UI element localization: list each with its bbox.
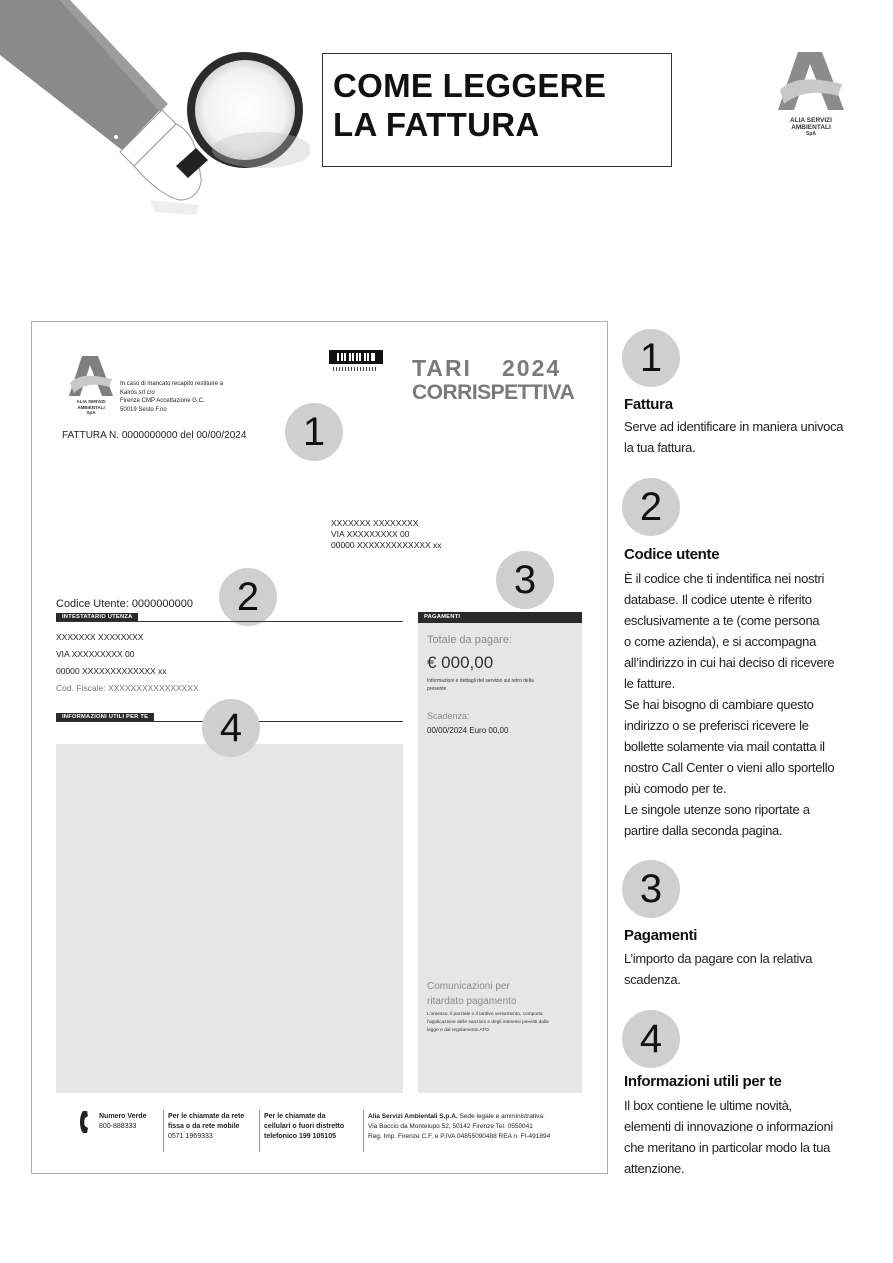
recipient-address-line3: 00000 XXXXXXXXXXXXX xx — [331, 540, 442, 550]
footer-company — [368, 1112, 550, 1142]
pagamenti-label: PAGAMENTI — [424, 614, 461, 620]
explanation-3-number: 3 — [622, 860, 680, 918]
explanation-3-text — [624, 948, 854, 990]
company-line1: Sede legale e amministrativa: — [459, 1113, 545, 1120]
footer-separator — [259, 1110, 260, 1152]
explanation-2-line: o come azienda), e si accompagna — [624, 634, 817, 649]
comunicazioni-line1: Comunicazioni per — [427, 981, 510, 992]
company-bold: Alia Servizi Ambientali S.p.A. — [368, 1113, 458, 1120]
explanation-2-line: Le singole utenze sono riportate a — [624, 802, 810, 817]
brand-logo-line1: ALIA SERVIZI — [790, 117, 832, 124]
explanation-4-title: Informazioni utili per te — [624, 1073, 782, 1090]
invoice-sample — [31, 321, 608, 1174]
explanation-2-line: nostro Call Center o vieni allo sportello — [624, 760, 835, 775]
explanation-3-line: scadenza. — [624, 972, 681, 987]
marker-4: 4 — [202, 699, 260, 757]
explanation-2-line: database. Il codice utente è riferito — [624, 592, 812, 607]
explanation-2-title: Codice utente — [624, 546, 720, 563]
return-address-line2: Kairós srl c/o — [120, 389, 155, 396]
explanation-2-text — [624, 568, 854, 841]
totale-note — [427, 677, 534, 693]
totale-note-line1: Informazioni e dettagli del servizio sul retro della — [427, 678, 534, 684]
totale-note-line2: presente — [427, 686, 447, 692]
recipient-address — [331, 518, 442, 551]
holder-block — [56, 629, 199, 697]
brand-logo — [776, 52, 846, 152]
explanation-2-line: partire dalla seconda pagina. — [624, 823, 783, 838]
explanation-4-number: 4 — [622, 1010, 680, 1068]
explanation-2-line: le fatture. — [624, 676, 675, 691]
explanation-2-line: indirizzo o se preferisci ricevere le — [624, 718, 809, 733]
return-address — [120, 380, 223, 414]
return-address-line3: Firenze CMP Accettazione G.C. — [120, 398, 205, 404]
footer-cellulari — [264, 1112, 344, 1142]
comunicazioni-title — [427, 979, 517, 1009]
explanation-4-text — [624, 1095, 854, 1179]
tari-year: 2024 — [502, 355, 562, 381]
comunicazioni-text-line3: legge e dal regolamento ATO. — [427, 1028, 491, 1033]
magnifier-hand-illustration — [0, 0, 310, 225]
explanation-2-line: Se hai bisogno di cambiare questo — [624, 697, 814, 712]
explanation-2-number: 2 — [622, 478, 680, 536]
brand-logo-line3: SpA — [806, 131, 816, 137]
totale-value: € 000,00 — [427, 653, 494, 672]
explanation-3-title: Pagamenti — [624, 927, 698, 944]
company-line2: Via Baccio da Montelupo 52, 50142 Firenze Tel. 0550041 — [368, 1123, 533, 1130]
recipient-address-line2: VIA XXXXXXXXX 00 — [331, 529, 410, 539]
barcode-icon — [329, 350, 383, 374]
invoice-brand-line2: AMBIENTALI — [77, 404, 105, 410]
cellulari-line3: telefonico 199 105105 — [264, 1133, 336, 1140]
cellulari-line1: Per le chiamate da — [264, 1113, 326, 1120]
info-label: INFORMAZIONI UTILI PER TE — [56, 713, 154, 722]
page-title-line2: LA FATTURA — [333, 106, 540, 143]
page-title-box — [322, 53, 672, 167]
explanation-1-line: la tua fattura. — [624, 440, 696, 455]
explanation-4-line: elementi di innovazione o informazioni — [624, 1119, 834, 1134]
footer-separator — [363, 1110, 364, 1152]
info-panel — [56, 744, 403, 1093]
fissa-line1: Per le chiamate da rete — [168, 1113, 245, 1120]
codice-utente: Codice Utente: 0000000000 — [56, 598, 193, 610]
invoice-brand-line3: SpA — [86, 410, 96, 415]
comunicazioni-text-line1: L'omesso, il parziale o il tardivo versamento, comporta — [427, 1012, 543, 1017]
explanation-2-line: più comodo per te. — [624, 781, 727, 796]
return-address-line4: 50019 Sesto F.no — [120, 406, 167, 413]
return-address-line1: In caso di mancato recapito restituire a — [120, 381, 224, 387]
numero-verde-label: Numero Verde — [99, 1113, 147, 1120]
fissa-line2: fissa o da rete mobile — [168, 1123, 240, 1130]
explanation-1-title: Fattura — [624, 396, 673, 413]
scadenza-label: Scadenza: — [427, 711, 470, 721]
explanation-1-line: Serve ad identificare in maniera univoca — [624, 419, 844, 434]
intestatario-rule — [56, 621, 403, 622]
brand-logo-mark — [776, 52, 846, 112]
phone-icon — [79, 1110, 91, 1134]
codice-fiscale: Cod. Fiscale: XXXXXXXXXXXXXXXX — [56, 683, 199, 693]
marker-3: 3 — [496, 551, 554, 609]
recipient-address-line1: XXXXXXX XXXXXXXX — [331, 518, 419, 528]
brand-logo-line2: AMBIENTALI — [791, 124, 831, 131]
intestatario-label: INTESTATARIO UTENZA — [56, 613, 138, 622]
footer-fissa — [168, 1112, 244, 1142]
explanation-2-line: all’indirizzo in cui hai deciso di ricevere — [624, 655, 835, 670]
marker-2: 2 — [219, 568, 277, 626]
marker-1: 1 — [285, 403, 343, 461]
holder-line1: XXXXXXX XXXXXXXX — [56, 632, 144, 642]
invoice-number: FATTURA N. 0000000000 del 00/00/2024 — [62, 430, 247, 441]
explanation-3-line: L’importo da pagare con la relativa — [624, 951, 813, 966]
explanation-2-line: bollette solamente via mail contatta il — [624, 739, 825, 754]
footer-separator — [163, 1110, 164, 1152]
footer-numero-verde — [99, 1112, 146, 1132]
cellulari-line2: cellulari o fuori distretto — [264, 1123, 345, 1130]
explanation-1-number: 1 — [622, 329, 680, 387]
numero-verde-value: 800-888333 — [99, 1123, 137, 1130]
scadenza-value: 00/00/2024 Euro 00,00 — [427, 726, 509, 735]
explanation-4-line: che meritano in particolar modo la tua — [624, 1140, 831, 1155]
holder-line2: VIA XXXXXXXXX 00 — [56, 649, 135, 659]
page-title-line1: COME LEGGERE — [333, 67, 607, 104]
invoice-brand-line1: ALIA SERVIZI — [76, 399, 106, 404]
explanation-2-line: esclusivamente a te (come persona — [624, 613, 820, 628]
totale-label: Totale da pagare: — [427, 634, 513, 646]
explanation-1-text — [624, 416, 854, 458]
invoice-brand-logo-mark — [68, 356, 114, 398]
comunicazioni-text — [427, 1011, 549, 1035]
tari-word: TARI — [412, 355, 472, 381]
explanation-2-line: È il codice che ti indentifica nei nostri — [624, 571, 825, 586]
comunicazioni-text-line2: l'applicazione delle sanzioni e degli interessi previsti dalla — [427, 1020, 549, 1025]
fissa-number: 0571 1969333 — [168, 1133, 213, 1140]
explanation-4-line: attenzione. — [624, 1161, 685, 1176]
comunicazioni-line2: ritardato pagamento — [427, 996, 517, 1007]
tari-subtitle: CORRISPETTIVA — [412, 381, 575, 404]
explanation-4-line: Il box contiene le ultime novità, — [624, 1098, 792, 1113]
holder-line3: 00000 XXXXXXXXXXXXX xx — [56, 666, 167, 676]
company-line3: Reg. Imp. Firenze C.F. e P.IVA 04855090488 REA n. FI-491894 — [368, 1133, 551, 1140]
